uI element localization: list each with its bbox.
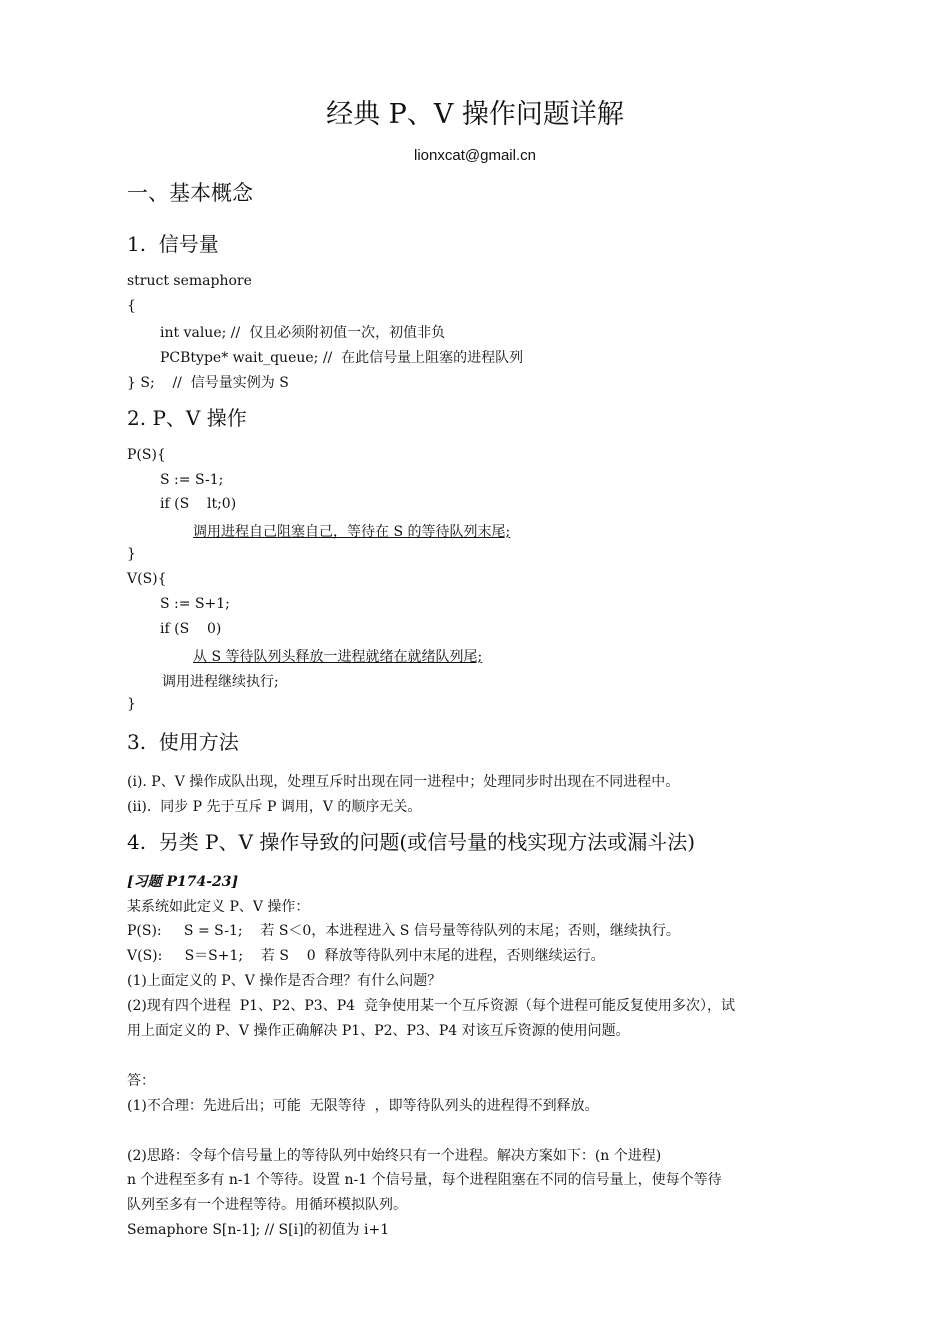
paragraph-line: (ii). 同步 P 先于互斥 P 调用，V 的顺序无关。 (127, 799, 422, 815)
code-line: 从 S 等待队列头释放一进程就绪在就绪队列尾; (193, 649, 483, 665)
paragraph-line: (2)思路：令每个信号量上的等待队列中始终只有一个进程。解决方案如下：(n 个进程) (127, 1148, 662, 1164)
code-line: PCBtype* wait_queue; // 在此信号量上阻塞的进程队列 (160, 350, 524, 366)
exercise-label: [习题 P174-23] (127, 874, 239, 890)
code-line: int value; // 仅且必须附初值一次，初值非负 (160, 325, 446, 341)
code-line: if (S lt;0) (160, 496, 237, 512)
answer-label: 答： (127, 1073, 155, 1089)
code-line: Semaphore S[n-1]; // S[i]的初值为 i+1 (127, 1222, 390, 1238)
paragraph-line: (1)不合理：先进后出；可能 无限等待 ，即等待队列头的进程得不到释放。 (127, 1098, 599, 1114)
paragraph-line: V(S): S＝S+1; 若 S 0 释放等待队列中末尾的进程，否则继续运行。 (127, 948, 605, 964)
code-line: struct semaphore (127, 273, 252, 289)
heading-semaphore: 1. 信号量 (127, 232, 219, 256)
code-line: V(S){ (127, 571, 167, 587)
paragraph-line: (i). P、V 操作成队出现，处理互斥时出现在同一进程中；处理同步时出现在不同进程中。 (127, 774, 680, 790)
code-line: if (S 0) (160, 621, 222, 637)
author-email: lionxcat@gmail.cn (414, 147, 536, 164)
heading-other-pv: 4. 另类 P、V 操作导致的问题(或信号量的栈实现方法或漏斗法) (127, 830, 696, 854)
paragraph-line: (1)上面定义的 P、V 操作是否合理？有什么问题？ (127, 973, 442, 989)
paragraph-line: (2)现有四个进程 P1、P2、P3、P4 竞争使用某一个互斥资源（每个进程可能反复使用多次），试 (127, 998, 735, 1014)
code-line: } (127, 696, 136, 712)
document-title: 经典 P、V 操作问题详解 (326, 99, 624, 130)
paragraph-line: 用上面定义的 P、V 操作正确解决 P1、P2、P3、P4 对该互斥资源的使用问题。 (127, 1023, 630, 1039)
code-line: 调用进程自己阻塞自己，等待在 S 的等待队列末尾; (193, 524, 511, 540)
code-line: } S; // 信号量实例为 S (127, 375, 289, 391)
code-line: S := S-1; (160, 472, 224, 488)
paragraph-line: 某系统如此定义 P、V 操作： (127, 899, 310, 915)
paragraph-line: n 个进程至多有 n-1 个等待。设置 n-1 个信号量，每个进程阻塞在不同的信号量上，使每个等待 (127, 1172, 722, 1188)
paragraph-line: P(S): S = S-1; 若 S＜0，本进程进入 S 信号量等待队列的末尾；否则，继续执行。 (127, 923, 680, 939)
code-line: } (127, 546, 136, 562)
heading-usage: 3. 使用方法 (127, 730, 239, 754)
code-line: 调用进程继续执行; (162, 674, 279, 690)
heading-pv-operations: 2. P、V 操作 (127, 406, 247, 430)
paragraph-line: 队列至多有一个进程等待。用循环模拟队列。 (127, 1197, 407, 1213)
section-heading-basic-concepts: 一、基本概念 (127, 181, 253, 205)
code-line: S := S+1; (160, 596, 230, 612)
code-line: { (127, 298, 136, 314)
code-line: P(S){ (127, 447, 166, 463)
